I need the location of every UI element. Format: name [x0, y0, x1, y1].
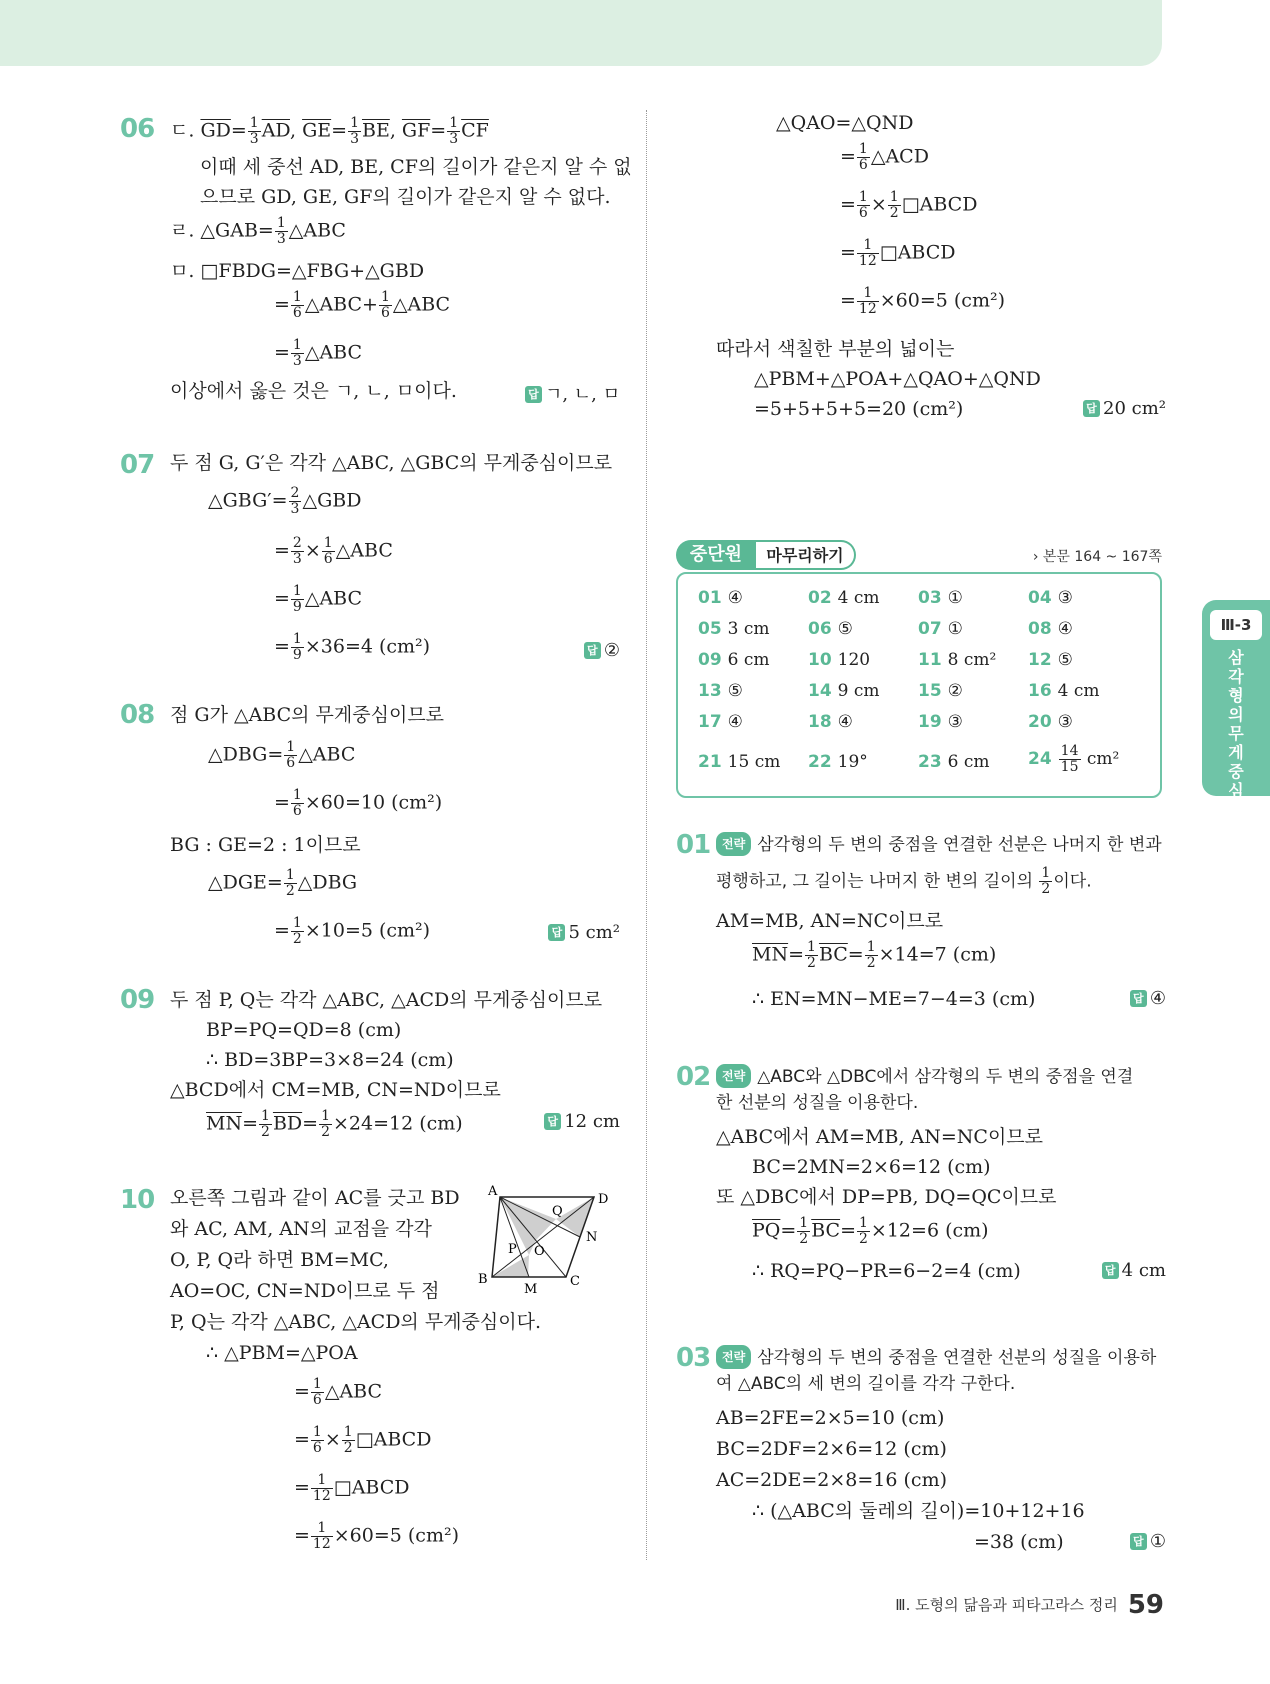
- answer: 답 ①: [1130, 1531, 1166, 1552]
- line: △DGE= $\frac{1}{2}$ △DBG: [208, 867, 358, 899]
- chapter-side-tab: [1202, 600, 1270, 800]
- problem-07: [120, 450, 620, 670]
- answer-icon: 답: [525, 386, 542, 403]
- summary-answer: 12 ⑤: [1028, 650, 1073, 670]
- chapter-number: Ⅲ-3: [1210, 610, 1262, 640]
- line: BP=PQ=QD=8 (cm): [206, 1019, 402, 1041]
- chapter-title: 삼각형의 무게중심: [1228, 648, 1244, 800]
- line: =38 (cm): [974, 1531, 1064, 1553]
- line: AO=OC, CN=ND이므로 두 점: [170, 1280, 440, 1302]
- line: = $\frac{1}{9}$ △ABC: [274, 583, 363, 615]
- strategy-badge: 전략: [716, 1345, 751, 1369]
- summary-answer: 03 ①: [918, 588, 963, 608]
- footer-text: Ⅲ. 도형의 닮음과 피타고라스 정리: [895, 1596, 1118, 1614]
- line: 두 점 P, Q는 각각 △ABC, △ACD의 무게중심이므로: [170, 989, 603, 1011]
- line: ∴ △PBM=△POA: [206, 1342, 358, 1364]
- solution-01: [676, 830, 1166, 1030]
- line: O, P, Q라 하면 BM=MC,: [170, 1249, 389, 1271]
- summary-answer: 07 ①: [918, 619, 963, 639]
- problem-10-continued: [676, 100, 1166, 430]
- line: 오른쪽 그림과 같이 AC를 긋고 BD: [170, 1187, 460, 1209]
- summary-answer: 18 ④: [808, 712, 853, 732]
- line: 또 △DBC에서 DP=PB, DQ=QC이므로: [716, 1186, 1057, 1208]
- line: AB=2FE=2×5=10 (cm): [716, 1407, 945, 1429]
- summary-answer: 11 8 cm²: [918, 650, 997, 670]
- problem-number: 01: [676, 830, 711, 860]
- line: ㄹ. △GAB= $\frac{1}{3}$ △ABC: [170, 215, 346, 247]
- line: = $\frac{1}{6}$ × $\frac{1}{2}$ □ABCD: [840, 189, 978, 221]
- shaded-triangle-pbm: [492, 1255, 529, 1277]
- answer: 답 ㄱ, ㄴ, ㅁ: [525, 380, 620, 406]
- line: = $\frac{1}{6}$ × $\frac{1}{2}$ □ABCD: [294, 1424, 432, 1456]
- chevron-right-icon: ›: [1032, 549, 1039, 565]
- label-a: A: [488, 1184, 498, 1199]
- top-header-band: [0, 0, 1162, 66]
- problem-06: [120, 100, 632, 405]
- answer-icon: 답: [1083, 400, 1100, 417]
- problem-09: [120, 985, 620, 1165]
- answer-icon: 답: [548, 924, 565, 941]
- line: = $\frac{1}{12}$ ×60=5 (cm²): [294, 1520, 459, 1552]
- summary-answer: 01 ④: [698, 588, 743, 608]
- line: = $\frac{1}{6}$ △ACD: [840, 141, 929, 173]
- summary-answer: 09 6 cm: [698, 650, 770, 670]
- summary-answer: 23 6 cm: [918, 752, 990, 772]
- summary-answer: 05 3 cm: [698, 619, 770, 639]
- problem-number: 08: [120, 700, 155, 730]
- line: 전략 삼각형의 두 변의 중점을 연결한 선분의 성질을 이용하: [716, 1345, 1156, 1369]
- solution-03: [676, 1343, 1166, 1563]
- summary-answer: 16 4 cm: [1028, 681, 1100, 701]
- parallelogram-figure: [470, 1183, 620, 1303]
- line: ∴ BD=3BP=3×8=24 (cm): [206, 1049, 454, 1071]
- summary-answer: 19 ③: [918, 712, 963, 732]
- line: 한 선분의 성질을 이용한다.: [716, 1093, 919, 1113]
- line: △PBM+△POA+△QAO+△QND: [754, 368, 1041, 390]
- line: ∴ RQ=PQ−PR=6−2=4 (cm): [752, 1260, 1021, 1282]
- summary-answer: 20 ③: [1028, 712, 1073, 732]
- summary-answer: 15 ②: [918, 681, 963, 701]
- line: AM=MB, AN=NC이므로: [716, 910, 944, 932]
- line: 이때 세 중선 AD, BE, CF의 길이가 같은지 알 수 없: [200, 156, 632, 178]
- line: $\overline{PQ}=$ $\frac{1}{2}$ $\overline{BC}=$ $\frac{1}{2}$ ×12=6 (cm): [752, 1215, 989, 1247]
- label-c: C: [570, 1274, 580, 1289]
- line: 따라서 색칠한 부분의 넓이는: [716, 338, 955, 360]
- line: = $\frac{1}{12}$ ×60=5 (cm²): [840, 285, 1005, 317]
- summary-answer: 04 ③: [1028, 588, 1073, 608]
- answer: 답 20 cm²: [1083, 398, 1166, 419]
- line: 이상에서 옳은 것은 ㄱ, ㄴ, ㅁ이다.: [170, 380, 457, 402]
- line: BC=2MN=2×6=12 (cm): [752, 1156, 991, 1178]
- line: $\overline{MN}=$ $\frac{1}{2}$ $\overline{BC}=$ $\frac{1}{2}$ ×14=7 (cm): [752, 939, 997, 971]
- answer-icon: 답: [584, 642, 601, 659]
- summary-answer: 22 19°: [808, 752, 868, 772]
- answer-icon: 답: [544, 1113, 561, 1130]
- page-number: 59: [1127, 1590, 1164, 1620]
- summary-answer: 02 4 cm: [808, 588, 880, 608]
- answer: 답 ④: [1130, 988, 1166, 1009]
- answer-icon: 답: [1130, 1533, 1147, 1550]
- line: BG : GE=2 : 1이므로: [170, 834, 361, 856]
- line: △BCD에서 CM=MB, CN=ND이므로: [170, 1079, 501, 1101]
- problem-10: [120, 1185, 620, 1665]
- problem-number: 07: [120, 450, 155, 480]
- line: △ABC에서 AM=MB, AN=NC이므로: [716, 1126, 1044, 1148]
- line: ∴ EN=MN−ME=7−4=3 (cm): [752, 988, 1036, 1010]
- line: △QAO=△QND: [776, 112, 914, 134]
- summary-answer: 14 9 cm: [808, 681, 880, 701]
- answer: 답 4 cm: [1102, 1260, 1166, 1281]
- summary-answer: 06 ⑤: [808, 619, 853, 639]
- solution-02: [676, 1062, 1166, 1292]
- line: P, Q는 각각 △ABC, △ACD의 무게중심이다.: [170, 1311, 541, 1333]
- problem-number: 09: [120, 985, 155, 1015]
- answer: 답 12 cm: [544, 1111, 620, 1132]
- summary-answer: 08 ④: [1028, 619, 1073, 639]
- label-m: M: [524, 1282, 538, 1297]
- summary-answer-box: [676, 572, 1162, 798]
- line: ㄷ. $\overline{GD}=$ $\frac{1}{3}$ $\overline{AD}$, $\overline{GE}=$ $\frac{1}{3}$ $\overline{BE}$, $\overline{GF}=$ $\frac{1}{3}$ $\overline{CF}$: [170, 115, 489, 147]
- summary-header: [676, 540, 1166, 570]
- label-d: D: [598, 1192, 609, 1207]
- page-footer: [895, 1590, 1164, 1620]
- summary-answer: 13 ⑤: [698, 681, 743, 701]
- problem-number: 06: [120, 114, 155, 144]
- answer: 답 5 cm²: [548, 922, 620, 943]
- line: 전략 △ABC와 △DBC에서 삼각형의 두 변의 중점을 연결: [716, 1064, 1133, 1088]
- line: = $\frac{1}{12}$ □ABCD: [840, 237, 956, 269]
- answer-icon: 답: [1102, 1262, 1119, 1279]
- summary-answer: 24 $\frac{14}{15}$ cm²: [1028, 743, 1120, 775]
- line: = $\frac{1}{9}$ ×36=4 (cm²): [274, 631, 431, 663]
- line: 와 AC, AM, AN의 교점을 각각: [170, 1218, 432, 1240]
- label-q: Q: [552, 1204, 563, 1219]
- line: = $\frac{2}{3}$ × $\frac{1}{6}$ △ABC: [274, 535, 393, 567]
- strategy-badge: 전략: [716, 1064, 751, 1088]
- line: = $\frac{1}{12}$ □ABCD: [294, 1472, 410, 1504]
- label-p: P: [508, 1242, 517, 1257]
- line: = $\frac{1}{6}$ ×60=10 (cm²): [274, 787, 443, 819]
- line: = $\frac{1}{6}$ △ABC+ $\frac{1}{6}$ △ABC: [274, 289, 451, 321]
- line: △GBG′= $\frac{2}{3}$ △GBD: [208, 485, 362, 517]
- line: =5+5+5+5=20 (cm²): [754, 398, 964, 420]
- line: 평행하고, 그 길이는 나머지 한 변의 길이의 $\frac{1}{2}$ 이다.: [716, 865, 1092, 897]
- answer-icon: 답: [1130, 990, 1147, 1007]
- label-o: O: [534, 1244, 545, 1259]
- line: △DBG= $\frac{1}{6}$ △ABC: [208, 739, 356, 771]
- line: = $\frac{1}{3}$ △ABC: [274, 337, 363, 369]
- summary-answer: 10 120: [808, 650, 871, 670]
- line: ∴ (△ABC의 둘레의 길이)=10+12+16: [752, 1500, 1085, 1522]
- problem-08: [120, 700, 620, 950]
- line: 두 점 G, G′은 각각 △ABC, △GBC의 무게중심이므로: [170, 452, 613, 474]
- line: AC=2DE=2×8=16 (cm): [716, 1469, 948, 1491]
- strategy-badge: 전략: [716, 832, 751, 856]
- summary-badge: 중단원: [676, 540, 756, 570]
- summary-title: 마무리하기: [756, 540, 856, 570]
- problem-number: 03: [676, 1343, 711, 1373]
- summary-answer: 17 ④: [698, 712, 743, 732]
- problem-number: 10: [120, 1185, 155, 1215]
- line: 으므로 GD, GE, GF의 길이가 같은지 알 수 없다.: [200, 186, 611, 208]
- problem-number: 02: [676, 1062, 711, 1092]
- line: BC=2DF=2×6=12 (cm): [716, 1438, 947, 1460]
- label-n: N: [586, 1230, 598, 1245]
- summary-answer: 21 15 cm: [698, 752, 781, 772]
- line: $\overline{MN}=$ $\frac{1}{2}$ $\overline{BD}=$ $\frac{1}{2}$ ×24=12 (cm): [206, 1108, 463, 1140]
- line: 전략 삼각형의 두 변의 중점을 연결한 선분은 나머지 한 변과: [716, 832, 1162, 856]
- line: = $\frac{1}{6}$ △ABC: [294, 1376, 383, 1408]
- line: 점 G가 △ABC의 무게중심이므로: [170, 704, 445, 726]
- label-b: B: [478, 1272, 488, 1287]
- line: 여 △ABC의 세 변의 길이를 각각 구한다.: [716, 1374, 1016, 1394]
- summary-reference: › 본문 164 ~ 167쪽: [1032, 549, 1162, 565]
- line: ㅁ. □FBDG=△FBG+△GBD: [170, 260, 425, 282]
- column-divider: [646, 110, 647, 1560]
- answer: 답 ②: [584, 640, 620, 661]
- line: = $\frac{1}{2}$ ×10=5 (cm²): [274, 915, 431, 947]
